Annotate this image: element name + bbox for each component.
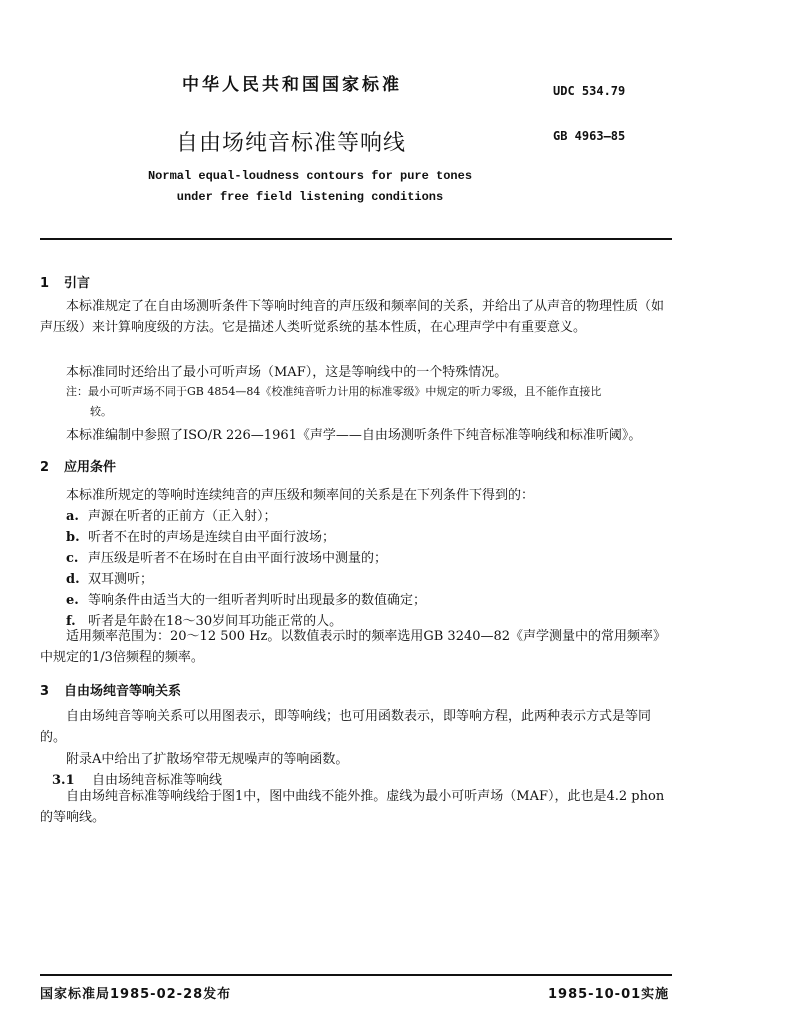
issue-date: 国家标准局1985-02-28发布	[40, 987, 232, 1002]
item-marker: d.	[66, 572, 80, 587]
condition-item-b	[66, 526, 335, 545]
item-text: 听者是年龄在18～30岁间耳功能正常的人。	[88, 614, 343, 629]
item-marker: a.	[66, 509, 79, 524]
footer-divider	[40, 974, 672, 976]
note-line-1: 注：最小可听声场不同于GB 4854—84《校准纯音听力计用的标准零级》中规定的听力零级，且不能作直接比	[66, 385, 602, 398]
item-text: 双耳测听；	[88, 572, 154, 587]
section-1-paragraph-3: 本标准编制中参照了ISO/R 226—1961《声学——自由场测听条件下纯音标准等响线和标准听阈》。	[66, 428, 642, 443]
english-title-line-2: under free field listening conditions	[176, 190, 444, 204]
section-title: 引言	[64, 276, 91, 291]
section-1-paragraph-1: 本标准规定了在自由场测听条件下等响时纯音的声压级和频率间的关系，并给出了从声音的物理性质（如声压级）来计算响度级的方法。它是描述人类听觉系统的基本性质，在心理声学中有重要意义。	[40, 299, 665, 335]
item-text: 听者不在时的声场是连续自由平面行波场；	[88, 530, 336, 545]
section-3-paragraph-1: 自由场纯音等响关系可以用图表示，即等响线；也可用函数表示，即等响方程，此两种表示方式是等同的。	[40, 709, 652, 745]
section-2-heading	[40, 456, 116, 475]
subsection-number: 3.1	[52, 773, 75, 788]
item-text: 声源在听者的正前方（正入射）；	[88, 509, 277, 524]
section-3-paragraph-3: 自由场纯音标准等响线给于图1中，图中曲线不能外推。虚线为最小可听声场（MAF），此也是4.2 phon的等响线。	[40, 789, 665, 825]
effective-date: 1985-10-01实施	[548, 987, 670, 1002]
note-line-2: 较。	[90, 405, 112, 418]
item-marker: e.	[66, 593, 79, 608]
english-title	[100, 166, 520, 208]
condition-item-a	[66, 505, 277, 524]
item-text: 声压级是听者不在场时在自由平面行波场中测量的；	[88, 551, 388, 566]
standard-number: GB 4963—85	[553, 129, 626, 143]
item-marker: c.	[66, 551, 79, 566]
header-divider	[40, 238, 672, 240]
condition-item-e	[66, 589, 426, 608]
section-title: 应用条件	[64, 460, 117, 475]
condition-item-c	[66, 547, 387, 566]
section-3-heading	[40, 680, 181, 699]
item-marker: b.	[66, 530, 80, 545]
subsection-title: 自由场纯音标准等响线	[92, 773, 223, 788]
section-1-note	[66, 382, 672, 422]
item-marker: f.	[66, 614, 76, 629]
condition-item-d	[66, 568, 153, 587]
section-1-heading	[40, 272, 90, 291]
section-3-paragraph-2: 附录A中给出了扩散场窄带无规噪声的等响函数。	[66, 752, 349, 767]
document-title: 自由场纯音标准等响线	[176, 131, 407, 156]
section-number: 1	[40, 276, 50, 291]
section-1-paragraph-2: 本标准同时还给出了最小可听声场（MAF），这是等响线中的一个特殊情况。	[66, 365, 508, 380]
section-number: 3	[40, 684, 50, 699]
section-2-intro: 本标准所规定的等响时连续纯音的声压级和频率间的关系是在下列条件下得到的：	[66, 488, 535, 503]
item-text: 等响条件由适当大的一组听者判听时出现最多的数值确定；	[88, 593, 427, 608]
section-title: 自由场纯音等响关系	[64, 684, 182, 699]
udc-code: UDC 534.79	[553, 84, 626, 98]
issuing-authority: 中华人民共和国国家标准	[182, 75, 402, 95]
english-title-line-1: Normal equal-loudness contours for pure tones	[147, 169, 473, 183]
section-2-closing: 适用频率范围为：20～12 500 Hz。以数值表示时的频率选用GB 3240—82《声学测量中的常用频率》中规定的1/3倍频程的频率。	[40, 629, 667, 665]
section-number: 2	[40, 460, 50, 475]
